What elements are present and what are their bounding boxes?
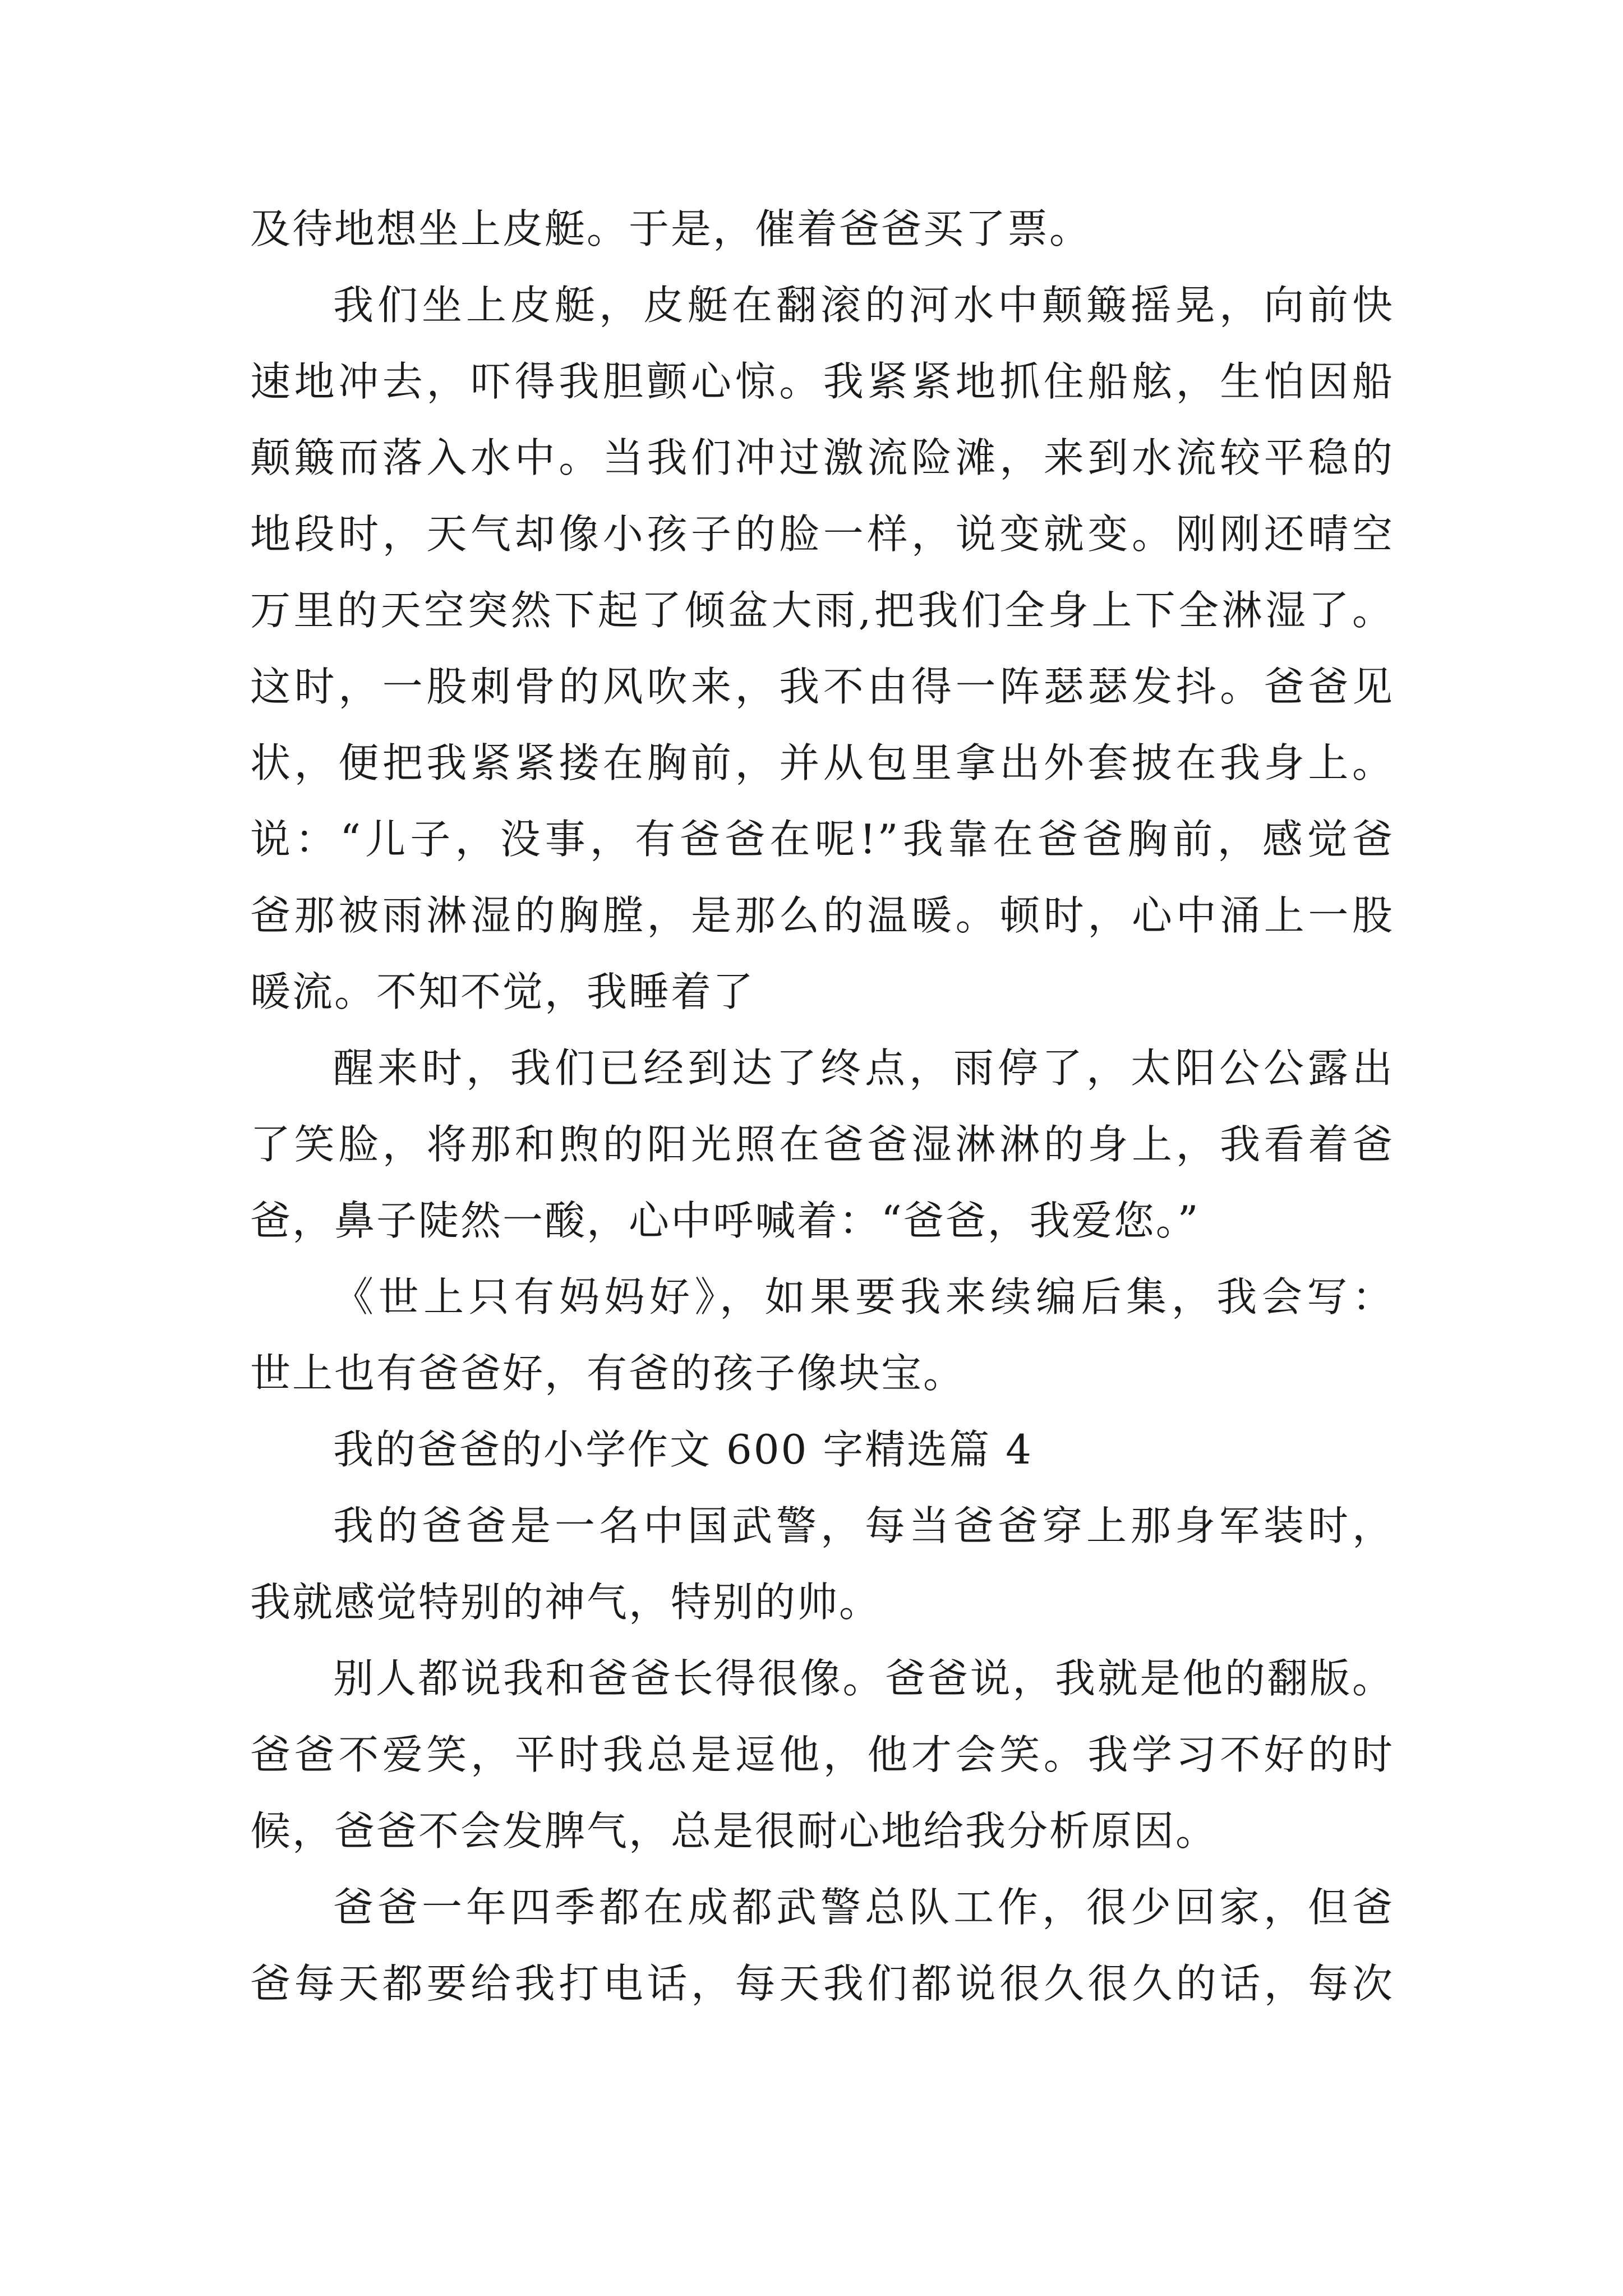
text-line: 我就感觉特别的神气，特别的帅。 xyxy=(250,1579,882,1626)
text-line: 速地冲去，吓得我胆颤心惊。我紧紧地抓住船舷，生怕因船 xyxy=(250,358,1394,405)
section-heading: 我的爸爸的小学作文 600 字精选篇 4 xyxy=(333,1426,1033,1473)
text-line: 爸，鼻子陡然一酸，心中呼喊着：“爸爸，我爱您。” xyxy=(250,1197,1200,1244)
text-line: 爸爸一年四季都在成都武警总队工作，很少回家，但爸 xyxy=(333,1884,1394,1931)
text-line: 地段时，天气却像小孩子的脸一样，说变就变。刚刚还晴空 xyxy=(250,510,1394,558)
text-line: 别人都说我和爸爸长得很像。爸爸说，我就是他的翻版。 xyxy=(333,1655,1394,1702)
text-line: 醒来时，我们已经到达了终点，雨停了，太阳公公露出 xyxy=(333,1045,1394,1092)
text-line: 颠簸而落入水中。当我们冲过激流险滩，来到水流较平稳的 xyxy=(250,434,1394,481)
text-line: 状，便把我紧紧搂在胸前，并从包里拿出外套披在我身上。 xyxy=(250,739,1394,786)
text-line: 说：“儿子，没事，有爸爸在呢!”我靠在爸爸胸前，感觉爸 xyxy=(250,816,1394,863)
text-line: 这时，一股刺骨的风吹来，我不由得一阵瑟瑟发抖。爸爸见 xyxy=(250,663,1394,710)
text-line: 及待地想坐上皮艇。于是，催着爸爸买了票。 xyxy=(250,205,1092,252)
text-line: 世上也有爸爸好，有爸的孩子像块宝。 xyxy=(250,1350,966,1397)
text-line: 了笑脸，将那和煦的阳光照在爸爸湿淋淋的身上，我看着爸 xyxy=(250,1121,1394,1168)
text-line: 《世上只有妈妈好》，如果要我来续编后集，我会写： xyxy=(333,1273,1394,1320)
text-line: 我们坐上皮艇，皮艇在翻滚的河水中颠簸摇晃，向前快 xyxy=(333,282,1394,329)
text-line: 我的爸爸是一名中国武警，每当爸爸穿上那身军装时， xyxy=(333,1502,1394,1549)
text-line: 候，爸爸不会发脾气，总是很耐心地给我分析原因。 xyxy=(250,1807,1218,1855)
text-line: 爸爸不爱笑，平时我总是逗他，他才会笑。我学习不好的时 xyxy=(250,1731,1394,1778)
text-line: 暖流。不知不觉，我睡着了 xyxy=(250,968,755,1015)
text-line: 爸那被雨淋湿的胸膛，是那么的温暖。顿时，心中涌上一股 xyxy=(250,892,1394,939)
text-line: 爸每天都要给我打电话，每天我们都说很久很久的话，每次 xyxy=(250,1960,1394,2007)
text-line: 万里的天空突然下起了倾盆大雨,把我们全身上下全淋湿了。 xyxy=(250,587,1394,634)
document-body xyxy=(250,191,1394,2022)
